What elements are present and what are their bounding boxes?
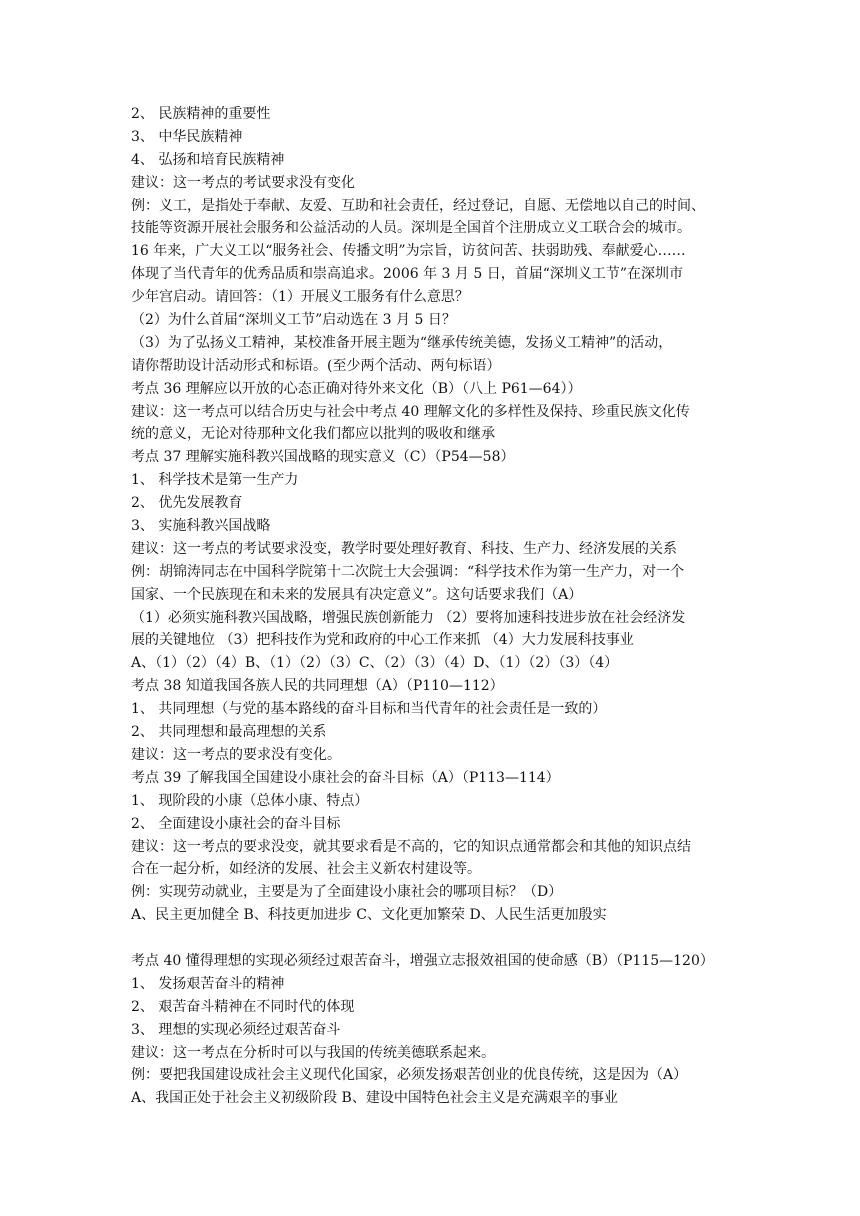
text-line: 2、 艰苦奋斗精神在不同时代的体现 [131, 998, 355, 1015]
text-line: 4、 弘扬和培育民族精神 [131, 151, 285, 168]
text-line: 2、 共同理想和最高理想的关系 [131, 724, 327, 741]
text-line: 合在一起分析，如经济的发展、社会主义新农村建设等。 [131, 861, 481, 878]
text-line: 统的意义，无论对待那种文化我们都应以批判的吸收和继承 [131, 426, 495, 443]
text-line: 考点 40 懂得理想的实现必须经过艰苦奋斗，增强立志报效祖国的使命感（B）（P115—120） [131, 952, 714, 969]
text-line: 建议：这一考点的考试要求没有变化 [131, 174, 355, 191]
text-line: 例：实现劳动就业，主要是为了全面建设小康社会的哪项目标？（D） [131, 884, 563, 901]
text-line: 例：义工，是指处于奉献、友爱、互助和社会责任，经过登记，自愿、无偿地以自己的时间、 [131, 197, 705, 214]
text-line: 展的关键地位 （3）把科技作为党和政府的中心工作来抓 （4）大力发展科技事业 [131, 632, 634, 649]
text-line: 2、 优先发展教育 [131, 495, 243, 512]
text-line: 2、 民族精神的重要性 [131, 106, 271, 122]
text-line: 1、 发扬艰苦奋斗的精神 [131, 975, 285, 992]
text-line: 建议：这一考点的要求没变，就其要求看是不高的，它的知识点通常都会和其他的知识点结 [131, 838, 691, 855]
text-line: 3、 中华民族精神 [131, 128, 243, 145]
text-line: 3、 实施科教兴国战略 [131, 518, 271, 535]
text-line: 1、 科学技术是第一生产力 [131, 472, 299, 489]
text-line: 体现了当代青年的优秀品质和崇高追求。2006 年 3 月 5 日，首届“深圳义工节”在深圳市 [131, 266, 684, 283]
text-line: 国家、一个民族现在和未来的发展具有决定意义”。这句话要求我们（A） [131, 586, 583, 603]
text-line: 例：要把我国建设成社会主义现代化国家，必须发扬艰苦创业的优良传统，这是因为（A） [131, 1067, 688, 1084]
text-line: 请你帮助设计活动形式和标语。(至少两个活动、两句标语） [131, 357, 501, 374]
text-line: 3、 理想的实现必须经过艰苦奋斗 [131, 1021, 341, 1038]
blank-line [131, 927, 731, 950]
text-line: （1）必须实施科教兴国战略，增强民族创新能力 （2）要将加速科技进步放在社会经济发 [131, 609, 686, 626]
text-line: 1、 现阶段的小康（总体小康、特点） [131, 792, 369, 809]
text-line: 技能等资源开展社会服务和公益活动的人员。深圳是全国首个注册成立义工联合会的城市。 [131, 220, 691, 237]
text-line: 2、 全面建设小康社会的奋斗目标 [131, 815, 341, 832]
text-line: 例：胡锦涛同志在中国科学院第十二次院士大会强调：“科学技术作为第一生产力，对一个 [131, 563, 685, 580]
text-line: 建议：这一考点的要求没有变化。 [131, 746, 341, 763]
text-line: 建议：这一考点在分析时可以与我国的传统美德联系起来。 [131, 1044, 495, 1061]
text-line: 考点 38 知道我国各族人民的共同理想（A）（P110—112） [131, 678, 504, 695]
text-line: 考点 39 了解我国全国建设小康社会的奋斗目标（A）（P113—114） [131, 769, 560, 786]
text-line: A、（1）（2）（4）B、（1）（2）（3）C、（2）（3）（4）D、（1）（2）（3）（4） [131, 655, 619, 672]
text-line: 1、 共同理想（与党的基本路线的奋斗目标和当代青年的社会责任是一致的） [131, 701, 607, 718]
text-line: 16 年来，广大义工以“服务社会、传播文明”为宗旨，访贫问苦、扶弱助残、奉献爱心…… [131, 243, 686, 260]
text-line: 建议：这一考点可以结合历史与社会中考点 40 理解文化的多样性及保持、珍重民族文化传 [131, 403, 690, 420]
text-line: （2）为什么首届“深圳义工节”启动选在 3 月 5 日？ [131, 312, 456, 329]
text-line: 少年宫启动。请回答：（1）开展义工服务有什么意思？ [131, 289, 469, 306]
text-line: 考点 37 理解实施科教兴国战略的现实意义（C）（P54—58） [131, 449, 515, 466]
text-line: 考点 36 理解应以开放的心态正确对待外来文化（B）（八上 P61—64）） [131, 380, 582, 397]
text-line: 建议：这一考点的考试要求没变，教学时要处理好教育、科技、生产力、经济发展的关系 [131, 540, 677, 557]
text-line: （3）为了弘扬义工精神，某校准备开展主题为“继承传统美德，发扬义工精神”的活动， [131, 334, 673, 351]
text-line: A、我国正处于社会主义初级阶段 B、建设中国特色社会主义是充满艰辛的事业 [131, 1090, 618, 1107]
document-body [131, 103, 731, 1110]
text-line: A、民主更加健全 B、科技更加进步 C、文化更加繁荣 D、人民生活更加殷实 [131, 907, 607, 924]
